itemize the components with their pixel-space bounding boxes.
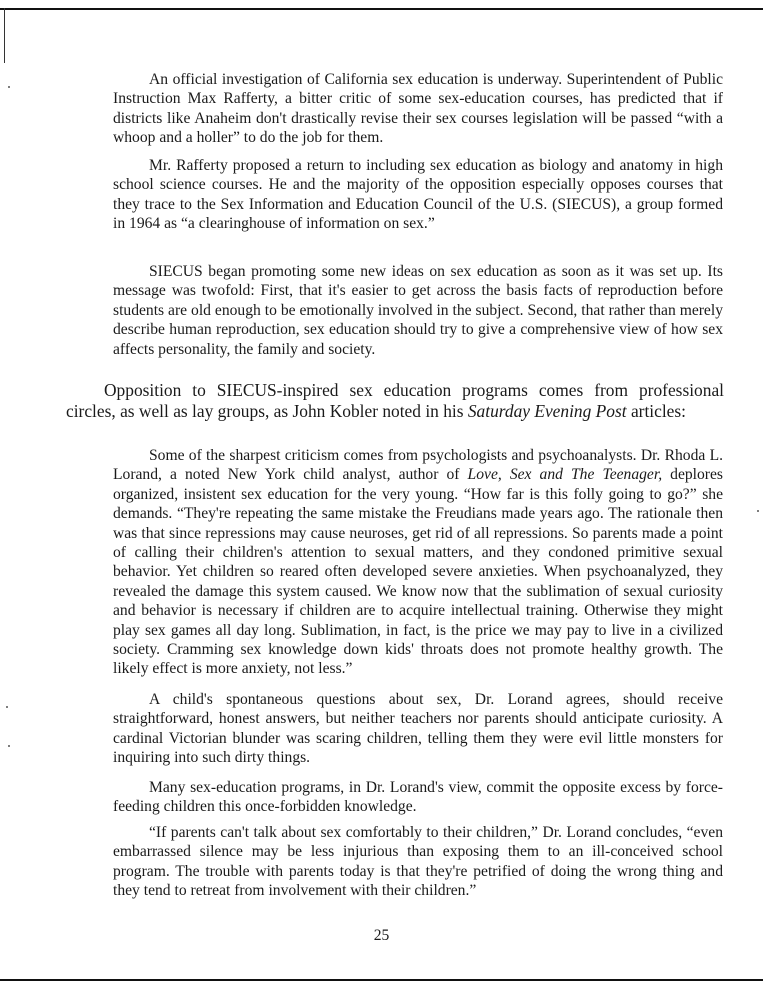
paragraph-spontaneous-questions: A child's spontaneous questions about sex, Dr. Lorand agrees, should receive straightforward, honest answers, but neither teachers nor parents should anticipate curiosity. A cardinal Victorian blunder was scaring children, telling them they were evil little monsters for inquiring into such dirty things. xyxy=(113,691,723,767)
paragraph-rafferty-proposal: Mr. Rafferty proposed a return to including sex education as biology and anatomy in high school science courses. He and the majority of the opposition especially opposes courses that they trace to the Sex Information and Education Council of the U.S. (SIECUS), a group formed in 1964 as “a clearinghouse of information on sex.” xyxy=(113,157,723,233)
scan-speck xyxy=(8,86,10,88)
text-run: Opposition to SIECUS-inspired sex education programs comes from professional circles, as well as lay groups, as John Kobler noted in his xyxy=(66,380,724,421)
page-number: 25 xyxy=(373,927,390,944)
top-border-rule xyxy=(0,8,763,10)
paragraph-investigation: An official investigation of California sex education is underway. Superintendent of Public Instruction Max Rafferty, a bitter critic of some sex-education courses, has predicted that if districts like Anaheim don't drastically revise their sex courses legislation will be passed “with a whoop and a holler” to do the job for them. xyxy=(113,71,723,147)
paragraph-lorand-quote xyxy=(113,446,723,679)
book-title: Love, Sex and The Teenager, xyxy=(467,466,663,484)
publication-title: Saturday Evening Post xyxy=(467,400,627,421)
bottom-border-rule xyxy=(0,979,763,981)
scan-speck xyxy=(8,745,10,747)
paragraph-opposition-intro xyxy=(66,380,724,421)
scan-speck xyxy=(6,706,8,708)
text-run: Some of the sharpest criticism comes from psychologists and psychoanalysts. Dr. Rhoda L. Lorand, a noted New York child analyst, author of xyxy=(113,447,723,484)
left-border-rule xyxy=(4,8,5,63)
text-run: deplores organized, insistent sex education for the very young. “How far is this folly going to go?” she demands. “They're repeating the same mistake the Freudians made years ago. The rationale then was that since repressions may cause neuroses, get rid of all repressions. So parents made a point of calling their children's attention to sexual matters, and they condoned primitive sexual behavior. Yet children so reared often developed severe anxieties. When psychoanalyzed, they revealed the damage this system caused. We know now that the sublimation of sexual curiosity and behavior is necessary if children are to acquire intellectual training. Otherwise they might play sex games all day long. Sublimation, in fact, is the price we may pay to live in a civilized society. Cramming sex knowledge down kids' throats does not promote healthy growth. The likely effect is more anxiety, not less.” xyxy=(113,466,723,678)
scan-speck xyxy=(757,510,759,512)
paragraph-lorand-conclusion: “If parents can't talk about sex comfortably to their children,” Dr. Lorand concludes, “even embarrassed silence may be less injurious than exposing them to an ill-conceived school program. The trouble with parents today is that they're petrified of doing the wrong thing and they tend to retreat from involvement with their children.” xyxy=(113,824,723,900)
paragraph-opposite-excess: Many sex-education programs, in Dr. Lorand's view, commit the opposite excess by force-feeding children this once-forbidden knowledge. xyxy=(113,779,723,816)
paragraph-siecus-message: SIECUS began promoting some new ideas on sex education as soon as it was set up. Its message was twofold: First, that it's easier to get across the basis facts of reproduction before students are old enough to be emotionally involved in the subject. Second, that rather than merely describe human reproduction, sex education should try to give a comprehensive view of how sex affects personality, the family and society. xyxy=(113,263,723,358)
text-run: articles: xyxy=(626,400,686,421)
